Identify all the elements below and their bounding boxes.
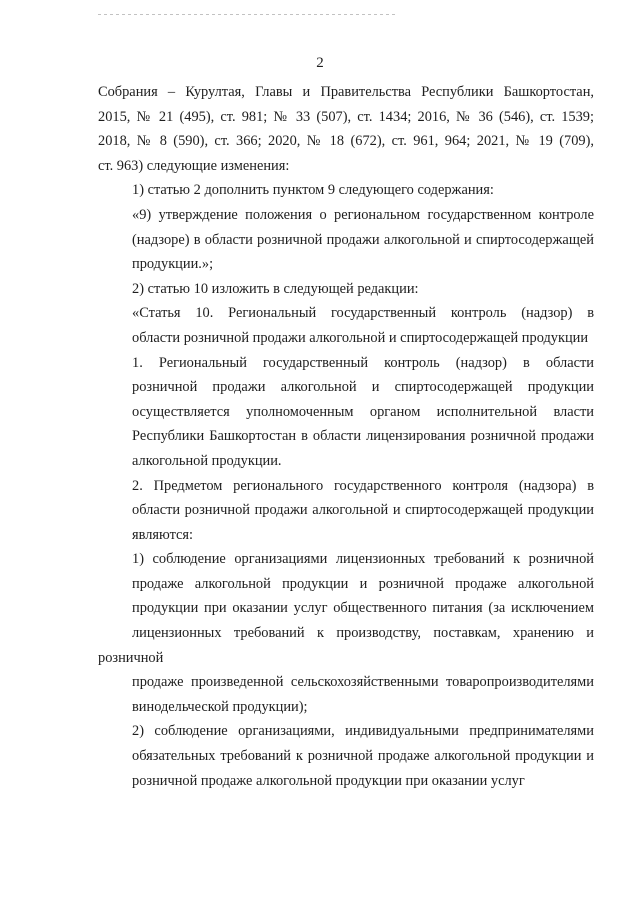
text-line: 2018, № 8 (590), ст. 366; 2020, № 18 (672), ст. 961, 964; 2021, № 19 (709),	[98, 133, 594, 150]
text-line: являются:	[132, 526, 194, 543]
scan-artifact-line	[98, 14, 398, 15]
text-line: продукции при оказании услуг общественного питания (за исключением	[132, 600, 594, 617]
text-line: 1) статью 2 дополнить пунктом 9 следующего содержания:	[132, 182, 494, 199]
text-line: 2) статью 10 изложить в следующей редакции:	[132, 280, 419, 297]
text-line: розничной продажи алкогольной и спиртосодержащей продукции	[132, 379, 594, 396]
paragraph-p8	[98, 547, 594, 719]
text-line: «9) утверждение положения о региональном государственном контроле	[132, 206, 594, 223]
paragraph-p5	[98, 301, 594, 350]
text-line: Республики Башкортостан в области лицензирования розничной продажи	[132, 428, 594, 445]
text-line: ст. 963) следующие изменения:	[98, 157, 290, 174]
page-number: 2	[316, 55, 324, 71]
text-line: 1. Региональный государственный контроль (надзор) в области	[132, 354, 594, 371]
text-line: розничной продаже алкогольной продукции при оказании услуг	[132, 772, 525, 789]
text-line: 1) соблюдение организациями лицензионных требований к розничной	[132, 551, 594, 568]
text-line: «Статья 10. Региональный государственный контроль (надзор) в	[132, 305, 594, 322]
text-line: 2015, № 21 (495), ст. 981; № 33 (507), ст. 1434; 2016, № 36 (546), ст. 1539;	[98, 108, 594, 125]
text-line: обязательных требований к розничной продаже алкогольной продукции и	[132, 748, 594, 765]
text-line: (надзоре) в области розничной продажи алкогольной и спиртосодержащей	[132, 231, 594, 248]
text-line: продаже алкогольной продукции и розничной продаже алкогольной	[132, 575, 594, 592]
text-line: области розничной продажи алкогольной и спиртосодержащей продукции	[132, 329, 589, 346]
paragraph-p9	[98, 719, 594, 793]
paragraph-p1	[98, 80, 594, 178]
text-line: лицензионных требований к производству, поставкам, хранению и розничной	[98, 625, 594, 666]
text-line: области розничной продажи алкогольной и спиртосодержащей продукции	[132, 502, 594, 519]
document-body	[98, 80, 594, 793]
paragraph-p2	[98, 178, 594, 203]
paragraph-p4	[98, 277, 594, 302]
text-line: 2. Предметом регионального государственного контроля (надзора) в	[132, 477, 594, 494]
text-line: Собрания – Курултая, Главы и Правительства Республики Башкортостан,	[98, 84, 594, 100]
text-line: винодельческой продукции);	[132, 698, 308, 715]
text-line: 2) соблюдение организациями, индивидуальными предпринимателями	[132, 723, 594, 740]
paragraph-p3	[98, 203, 594, 277]
text-line: продукции.»;	[132, 256, 214, 273]
text-line: осуществляется уполномоченным органом исполнительной власти	[132, 403, 594, 420]
paragraph-p6	[98, 351, 594, 474]
paragraph-p7	[98, 474, 594, 548]
text-line: продаже произведенной сельскохозяйственными товаропроизводителями	[132, 674, 594, 691]
text-line: алкогольной продукции.	[132, 452, 282, 469]
